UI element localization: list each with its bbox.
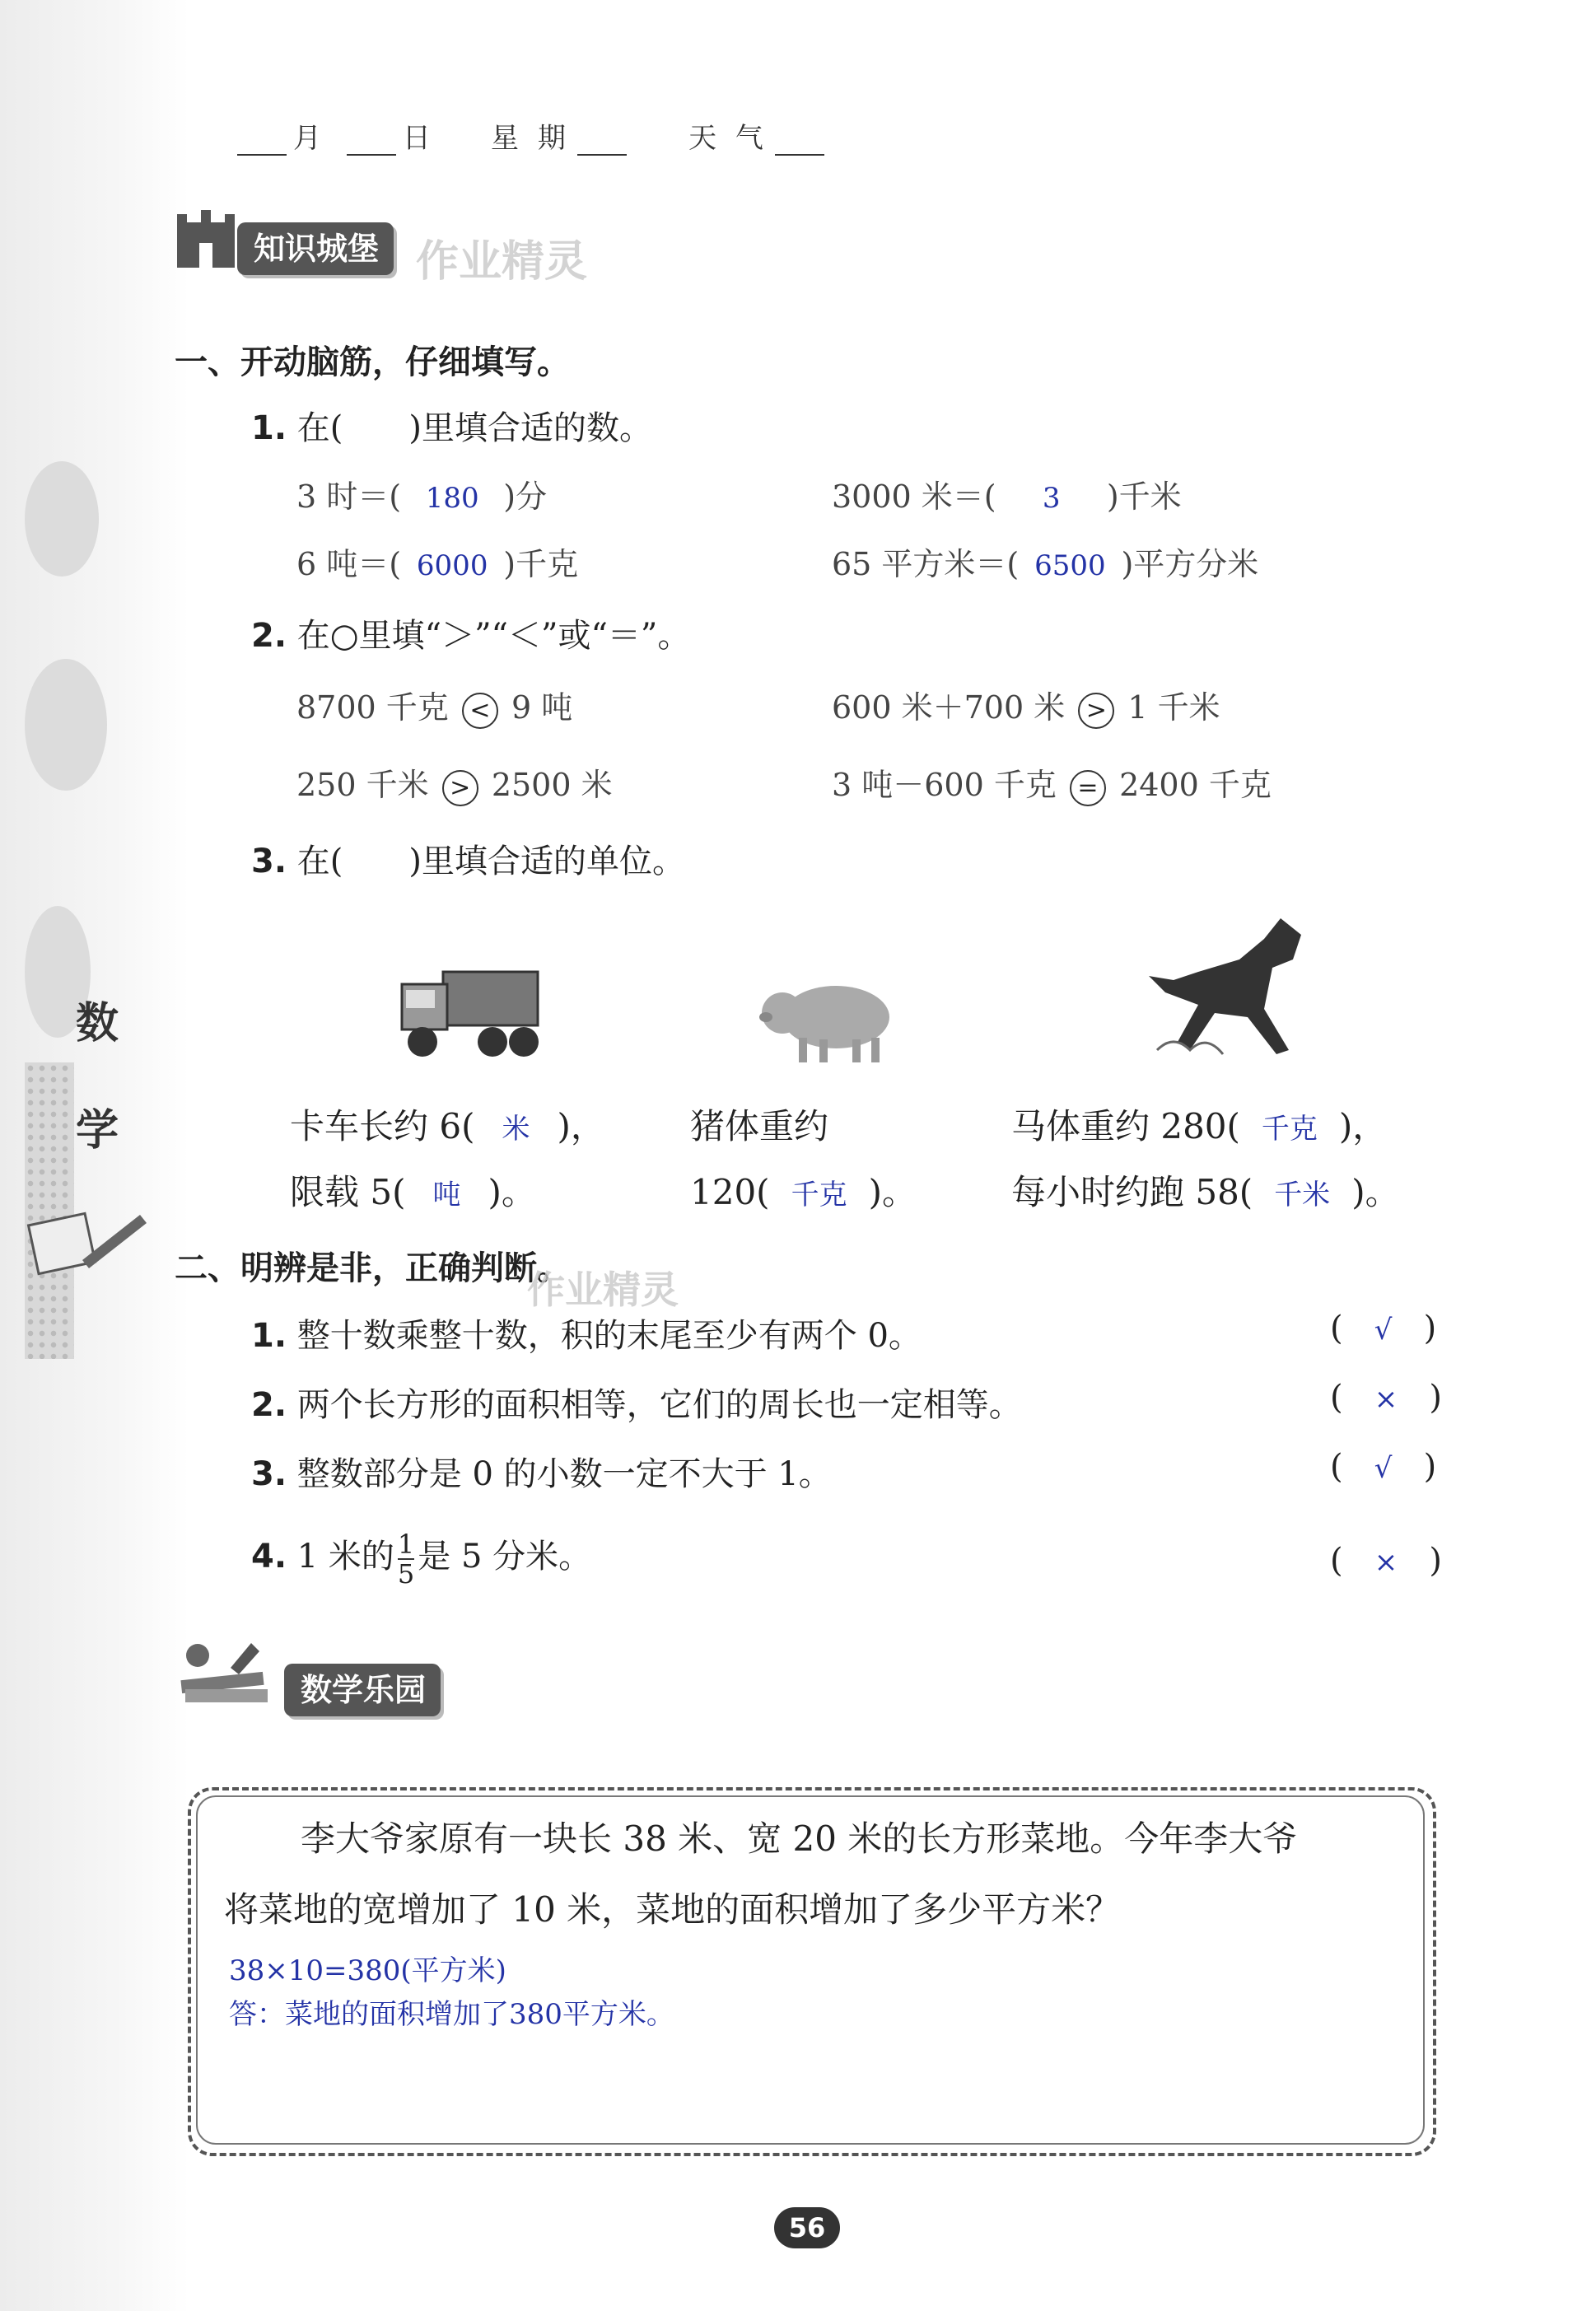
judge-item-1 <box>251 1310 922 1356</box>
q1-item-3-answer[interactable]: 6000 <box>416 549 488 582</box>
q3-truck-line-2-post: )。 <box>488 1172 536 1212</box>
fraction-denominator: 5 <box>397 1558 415 1590</box>
q1-item-1 <box>296 471 547 516</box>
judge-item-4-bracket[interactable]: ( × ) <box>1330 1542 1442 1580</box>
judge-item-1-text: 整十数乘整十数，积的末尾至少有两个 0。 <box>296 1317 922 1355</box>
judge-item-4-text-post: 是 5 分米。 <box>418 1538 592 1576</box>
judge-item-1-bracket[interactable]: ( √ ) <box>1330 1310 1437 1347</box>
horse-icon <box>1141 910 1322 1075</box>
q2-text: 在○里填“＞”“＜”或“＝”。 <box>296 617 691 655</box>
q3-pig-line-1-pre: 猪体重约 <box>690 1106 829 1146</box>
q1-item-4-pre: 65 平方米＝( <box>832 546 1020 582</box>
judge-item-3 <box>251 1448 832 1495</box>
judge-item-2 <box>251 1379 1022 1426</box>
q2-item-3-sign[interactable]: > <box>442 770 478 806</box>
judge-item-3-text: 整数部分是 0 的小数一定不大于 1。 <box>296 1455 832 1493</box>
section-banner-math-park: 数学乐园 <box>284 1664 441 1716</box>
section-2-title: 二、明辨是非，正确判断。 <box>175 1249 570 1287</box>
judge-item-3-bracket[interactable]: ( √ ) <box>1330 1448 1437 1486</box>
month-label: 月 <box>293 122 326 155</box>
q3-horse-line-1-post: )， <box>1338 1106 1388 1146</box>
judge-item-2-bracket[interactable]: ( × ) <box>1330 1379 1442 1417</box>
q2-item-3-left: 250 千米 <box>296 767 429 803</box>
q3-truck-line-1 <box>290 1099 605 1149</box>
q3-horse-line-1 <box>1011 1099 1387 1149</box>
q1-item-1-pre: 3 时＝( <box>296 479 402 515</box>
section-banner-knowledge-castle: 知识城堡 <box>237 222 394 275</box>
glasses-icon <box>25 461 99 577</box>
q1-item-2-answer[interactable]: 3 <box>1042 482 1061 515</box>
q3-truck-line-1-pre: 卡车长约 6( <box>290 1106 475 1146</box>
q3-number: 3. <box>251 843 287 880</box>
page-number: 56 <box>774 2207 840 2248</box>
q2-item-2-sign[interactable]: > <box>1078 693 1114 729</box>
q2-number: 2. <box>251 617 287 655</box>
judge-item-4-number: 4. <box>251 1538 287 1576</box>
watermark-2: 作业精灵 <box>527 1268 679 1312</box>
judge-item-4 <box>251 1530 591 1588</box>
q1-item-2 <box>832 471 1182 516</box>
q1-item-3 <box>296 539 578 584</box>
q2-item-4-sign[interactable]: = <box>1070 770 1106 806</box>
answer-calculation[interactable]: 38×10=380(平方米) <box>229 1954 506 1987</box>
fraction <box>398 1530 414 1588</box>
weekday-blank[interactable] <box>577 129 627 156</box>
judge-item-2-text: 两个长方形的面积相等，它们的周长也一定相等。 <box>296 1386 1022 1424</box>
q2-item-2-right: 1 千米 <box>1127 689 1220 726</box>
q1-item-3-pre: 6 吨＝( <box>296 546 402 582</box>
day-label: 日 <box>402 122 436 155</box>
day-blank[interactable] <box>347 129 396 156</box>
pencil-icon <box>25 1202 148 1277</box>
q3-truck-line-2 <box>290 1165 536 1215</box>
q1-item-4-answer[interactable]: 6500 <box>1034 549 1106 582</box>
problem-line-2: 将菜地的宽增加了 10 米，菜地的面积增加了多少平方米？ <box>224 1889 1121 1930</box>
q2-prompt <box>251 609 690 656</box>
section-1-title: 一、开动脑筋，仔细填写。 <box>175 343 570 381</box>
weekday-label: 星 期 <box>491 122 571 155</box>
q2-item-4 <box>832 759 1272 806</box>
weather-blank[interactable] <box>775 129 824 156</box>
q3-prompt <box>251 835 685 882</box>
q2-item-1-right: 9 吨 <box>511 689 573 726</box>
q1-item-2-pre: 3000 米＝( <box>832 479 996 515</box>
judge-item-4-mark: × <box>1374 1546 1398 1579</box>
truck-icon <box>394 955 542 1062</box>
q1-item-1-post: )分 <box>503 479 548 515</box>
q3-truck-answer-1[interactable]: 米 <box>502 1113 530 1146</box>
q1-item-4 <box>832 539 1258 584</box>
date-header <box>231 115 831 156</box>
q3-truck-line-2-pre: 限载 5( <box>290 1172 406 1212</box>
q1-text: 在( )里填合适的数。 <box>296 409 652 447</box>
books-icon <box>173 1635 280 1709</box>
q3-pig-line-2 <box>690 1165 917 1215</box>
problem-line-1: 李大爷家原有一块长 38 米、宽 20 米的长方形菜地。今年李大爷 <box>301 1818 1298 1859</box>
q2-item-3 <box>296 759 613 806</box>
q2-item-2 <box>832 682 1220 729</box>
month-blank[interactable] <box>237 129 287 156</box>
sidebar-char-xue: 学 <box>76 1106 119 1156</box>
q3-pig-line-2-pre: 120( <box>690 1172 770 1212</box>
q3-horse-answer-2[interactable]: 千米 <box>1274 1179 1331 1212</box>
q2-item-1-left: 8700 千克 <box>296 689 449 726</box>
drink-icon <box>25 659 107 791</box>
judge-item-2-mark: × <box>1374 1383 1398 1416</box>
watermark: 作业精灵 <box>416 237 588 287</box>
q2-item-3-right: 2500 米 <box>491 767 613 803</box>
q3-horse-line-2-post: )。 <box>1351 1172 1400 1212</box>
fraction-numerator: 1 <box>397 1529 415 1560</box>
q1-item-1-answer[interactable]: 180 <box>425 482 479 515</box>
judge-item-1-number: 1. <box>251 1317 287 1355</box>
answer-statement[interactable]: 答：菜地的面积增加了380平方米。 <box>229 1998 674 2031</box>
q3-horse-answer-1[interactable]: 千克 <box>1261 1113 1318 1146</box>
q2-item-4-right: 2400 千克 <box>1119 767 1272 803</box>
q3-pig-line-1 <box>690 1099 828 1149</box>
q3-pig-line-2-post: )。 <box>868 1172 917 1212</box>
judge-item-3-number: 3. <box>251 1455 287 1493</box>
judge-item-3-mark: √ <box>1374 1452 1393 1485</box>
weather-label: 天 气 <box>688 122 768 155</box>
castle-icon <box>173 202 239 268</box>
judge-item-1-mark: √ <box>1374 1314 1393 1347</box>
q3-text: 在( )里填合适的单位。 <box>296 843 685 880</box>
q1-number: 1. <box>251 409 287 447</box>
q2-item-1-sign[interactable]: < <box>462 693 498 729</box>
judge-item-2-number: 2. <box>251 1386 287 1424</box>
sidebar-char-shu: 数 <box>76 999 119 1048</box>
q3-truck-answer-2[interactable]: 吨 <box>432 1179 461 1212</box>
q1-item-2-post: )千米 <box>1106 479 1182 515</box>
judge-item-4-text-pre: 1 米的 <box>296 1538 394 1576</box>
q1-item-3-post: )千克 <box>503 546 579 582</box>
q2-item-4-left: 3 吨－600 千克 <box>832 767 1057 803</box>
pig-icon <box>758 972 898 1071</box>
q3-pig-answer[interactable]: 千克 <box>791 1179 847 1212</box>
q2-item-1 <box>296 682 572 729</box>
q2-item-2-left: 600 米＋700 米 <box>832 689 1066 726</box>
q1-item-4-post: )平方分米 <box>1121 546 1259 582</box>
q3-horse-line-1-pre: 马体重约 280( <box>1011 1106 1240 1146</box>
q3-horse-line-2 <box>1011 1165 1400 1215</box>
q3-horse-line-2-pre: 每小时约跑 58( <box>1011 1172 1253 1212</box>
q3-truck-line-1-post: )， <box>557 1106 605 1146</box>
q1-prompt <box>251 402 652 449</box>
